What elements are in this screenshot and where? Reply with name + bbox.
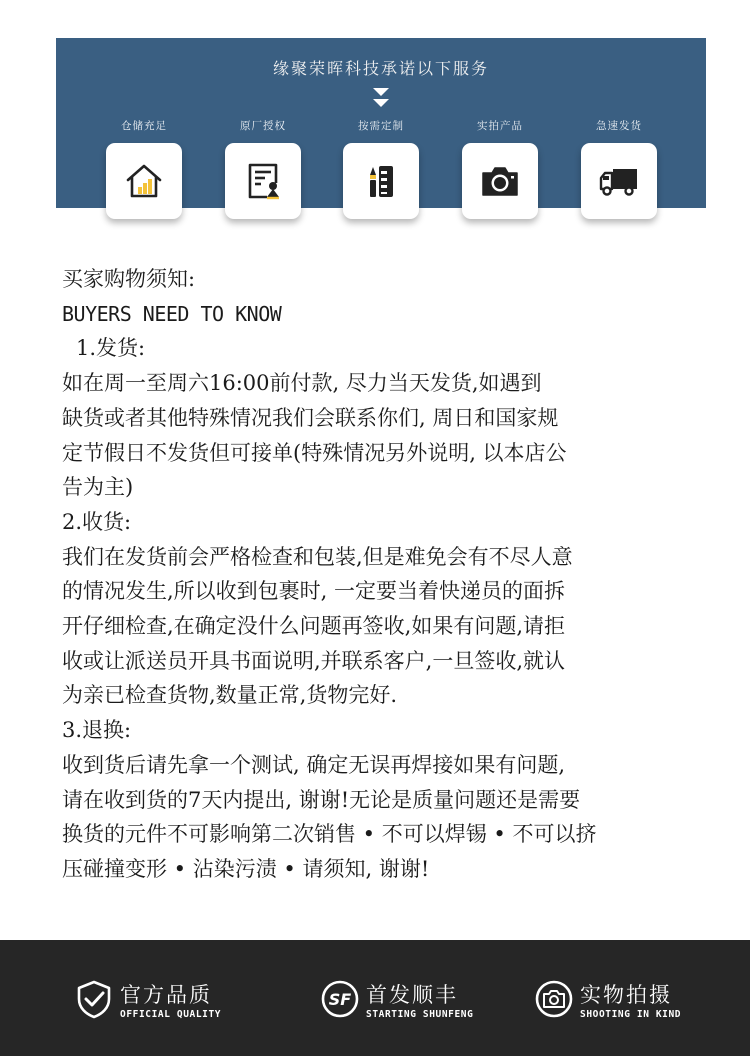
notice-line: 定节假日不发货但可接单(特殊情况另外说明, 以本店公 bbox=[62, 440, 567, 465]
notice-line: 告为主) bbox=[62, 475, 134, 500]
service-card bbox=[581, 143, 657, 219]
footer-bar bbox=[0, 940, 750, 1056]
notice-line: 我们在发货前会严格检查和包装,但是难免会有不尽人意 bbox=[62, 544, 573, 569]
house-chart-icon bbox=[124, 161, 164, 201]
notice-line: 的情况发生,所以收到包裹时, 一定要当着快递员的面拆 bbox=[62, 579, 566, 604]
camera-circle-icon bbox=[534, 979, 574, 1019]
badge-title: 首发顺丰 bbox=[366, 983, 458, 1007]
certificate-icon bbox=[243, 161, 283, 201]
service-card bbox=[225, 143, 301, 219]
notice-line: 压碰撞变形 • 沾染污渍 • 请须知, 谢谢! bbox=[62, 856, 430, 881]
service-card bbox=[462, 143, 538, 219]
service-card bbox=[343, 143, 419, 219]
notice-line: 开仔细检查,在确定没什么问题再签收,如果有问题,请拒 bbox=[62, 614, 566, 639]
service-label: 实拍产品 bbox=[477, 120, 523, 132]
service-banner bbox=[56, 38, 706, 208]
section-heading-receiving: 2.收货: bbox=[62, 509, 132, 534]
badge-title: 实物拍摄 bbox=[580, 983, 672, 1007]
tools-icon bbox=[361, 161, 401, 201]
badge-subtitle: OFFICIAL QUALITY bbox=[120, 1009, 222, 1020]
svg-text:SF: SF bbox=[328, 990, 352, 1009]
badge-subtitle: SHOOTING IN KIND bbox=[580, 1009, 682, 1020]
notice-line: 换货的元件不可影响第二次销售 • 不可以焊锡 • 不可以挤 bbox=[62, 822, 597, 847]
sf-logo-icon bbox=[320, 979, 360, 1019]
notice-heading-en: BUYERS NEED TO KNOW bbox=[62, 301, 282, 326]
badge-subtitle: STARTING SHUNFENG bbox=[366, 1009, 474, 1020]
truck-icon bbox=[599, 161, 639, 201]
notice-line: 收或让派送员开具书面说明,并联系客户,一旦签收,就认 bbox=[62, 648, 566, 673]
service-item-fast-shipping bbox=[581, 118, 657, 219]
service-item-real-photo bbox=[462, 118, 538, 219]
service-item-authorization bbox=[225, 118, 301, 219]
shield-check-icon bbox=[74, 979, 114, 1019]
service-card bbox=[106, 143, 182, 219]
camera-icon bbox=[480, 161, 520, 201]
service-label: 按需定制 bbox=[358, 120, 404, 132]
notice-line: 收到货后请先拿一个测试, 确定无误再焊接如果有问题, bbox=[62, 752, 566, 777]
service-label: 急速发货 bbox=[596, 120, 642, 132]
notice-line: 请在收到货的7天内提出, 谢谢!无论是质量问题还是需要 bbox=[62, 787, 581, 812]
notice-line: 缺货或者其他特殊情况我们会联系你们, 周日和国家规 bbox=[62, 405, 559, 430]
buyer-notice bbox=[62, 262, 712, 887]
service-item-storage bbox=[106, 118, 182, 219]
banner-title: 缘聚荣晖科技承诺以下服务 bbox=[272, 59, 489, 78]
section-heading-returns: 3.退换: bbox=[62, 718, 132, 743]
notice-line: 为亲已检查货物,数量正常,货物完好. bbox=[62, 683, 398, 708]
badge-title: 官方品质 bbox=[120, 983, 212, 1007]
notice-heading-cn: 买家购物须知: bbox=[62, 267, 196, 291]
service-label: 原厂授权 bbox=[240, 120, 286, 132]
service-item-custom bbox=[343, 118, 419, 219]
double-chevron-down-icon bbox=[372, 86, 390, 110]
service-label: 仓储充足 bbox=[121, 120, 167, 132]
section-heading-shipping: 1.发货: bbox=[76, 336, 146, 361]
notice-line: 如在周一至周六16:00前付款, 尽力当天发货,如遇到 bbox=[62, 371, 542, 396]
